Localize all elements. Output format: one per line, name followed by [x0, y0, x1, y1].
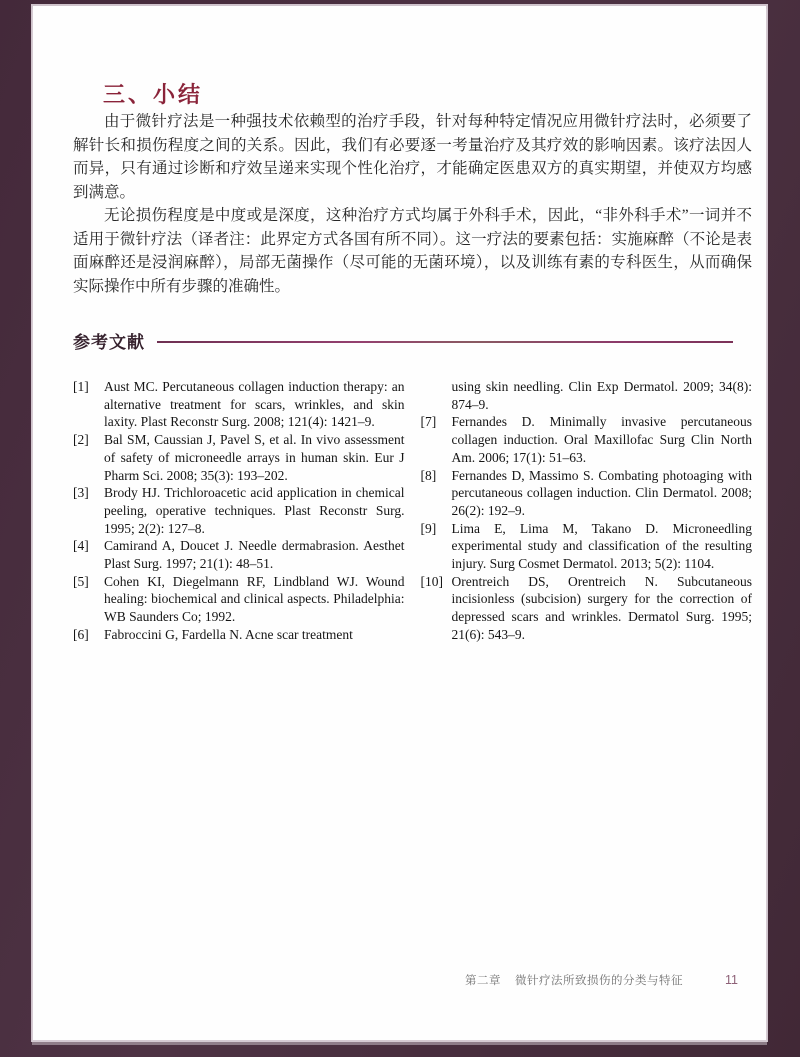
reference-entry — [421, 573, 753, 644]
references-left-column — [73, 378, 405, 644]
reference-text: Bal SM, Caussian J, Pavel S, et al. In vivo assessment of safety of microneedle arrays in human skin. Eur J Pharm Sci. 2008; 35(3): 193–202. — [104, 432, 405, 483]
references-rule-line — [157, 341, 733, 343]
reference-number: [7] — [420, 414, 437, 430]
references-header — [73, 328, 733, 353]
reference-entry — [73, 537, 405, 572]
references-right-column — [421, 378, 753, 644]
references-heading: 参考文献 — [73, 333, 145, 352]
reference-number: [3] — [73, 485, 89, 501]
reference-text: Aust MC. Percutaneous collagen induction therapy: an alternative treatment for scars, wrinkles, and skin laxity. Plast Reconstr Surg. 2008; 121(4): 1421–9. — [104, 379, 405, 430]
summary-body — [73, 110, 752, 298]
reference-entry — [421, 467, 753, 520]
reference-number: [9] — [420, 520, 437, 536]
reference-number: [10] — [420, 573, 443, 589]
reference-text: Fernandes D. Minimally invasive percutaneous collagen induction. Oral Maxillofac Surg Clin North Am. 2006; 17(1): 51–63. — [451, 414, 752, 465]
reference-number: [2] — [73, 432, 89, 448]
footer-chapter-label: 第二章 — [465, 975, 502, 987]
reference-text: Cohen KI, Diegelmann RF, Lindbland WJ. Wound healing: biochemical and clinical aspects. Philadelphia: WB Saunders Co; 1992. — [104, 573, 405, 625]
reference-entry-continuation — [421, 378, 753, 413]
reference-text: Fernandes D, Massimo S. Combating photoaging with percutaneous collagen induction. Clin Dermatol. 2008; 26(2): 192–9. — [451, 467, 752, 518]
section-heading: 三、小结 — [103, 82, 204, 108]
footer-chapter-title: 微针疗法所致损伤的分类与特征 — [515, 975, 684, 987]
reference-entry — [73, 431, 405, 484]
reference-text: Camirand A, Doucet J. Needle dermabrasion. Aesthet Plast Surg. 1997; 21(1): 48–51. — [104, 538, 405, 572]
reference-number — [421, 378, 452, 413]
reference-number: [5] — [73, 573, 89, 589]
reference-entry — [421, 520, 753, 573]
reference-entry — [73, 484, 405, 537]
reference-text: Lima E, Lima M, Takano D. Microneedling experimental study and classification of the resulting injury. Surg Cosmet Dermatol. 2013; 5(2): 1104. — [451, 520, 752, 572]
book-page — [33, 6, 766, 1040]
reference-number: [8] — [420, 467, 437, 483]
reference-entry — [73, 626, 405, 644]
summary-paragraph-2: 无论损伤程度是中度或是深度，这种治疗方式均属于外科手术，因此，“非外科手术”一词并不适用于微针疗法（译者注：此界定方式各国有所不同）。这一疗法的要素包括：实施麻醉（不论是表面麻醉还是浸润麻醉），局部无菌操作（尽可能的无菌环境），以及训练有素的专科医生，从而确保实际操作中所有步骤的准确性。 — [73, 207, 752, 295]
page-footer — [33, 972, 766, 988]
reference-text: Orentreich DS, Orentreich N. Subcutaneous incisionless (subcision) surgery for the correction of depressed scars and wrinkles. Dermatol Surg. 1995; 21(6): 543–9. — [451, 573, 752, 642]
reference-number: [6] — [73, 626, 89, 642]
reference-number: [1] — [73, 379, 89, 394]
reference-text: using skin needling. Clin Exp Dermatol. 2009; 34(8): 874–9. — [451, 379, 752, 412]
summary-paragraph-1: 由于微针疗法是一种强技术依赖型的治疗手段，针对每种特定情况应用微针疗法时，必须要了解针长和损伤程度之间的关系。因此，我们有必要逐一考量治疗及其疗效的影响因素。该疗法因人而异，只有通过诊断和疗效呈递来实现个性化治疗，才能确定医患双方的真实期望，并使双方均感到满意。 — [73, 113, 752, 201]
reference-text: Fabroccini G, Fardella N. Acne scar treatment — [104, 626, 353, 642]
footer-chapter-info — [465, 972, 683, 988]
footer-page-number: 11 — [725, 973, 738, 987]
reference-text: Brody HJ. Trichloroacetic acid application in chemical peeling, operative techniques. Plast Reconstr Surg. 1995; 2(2): 127–8. — [104, 485, 405, 536]
reference-entry — [421, 413, 753, 466]
reference-entry — [73, 378, 405, 431]
reference-entry — [73, 573, 405, 626]
reference-number: [4] — [73, 538, 89, 554]
references-list — [73, 378, 752, 644]
